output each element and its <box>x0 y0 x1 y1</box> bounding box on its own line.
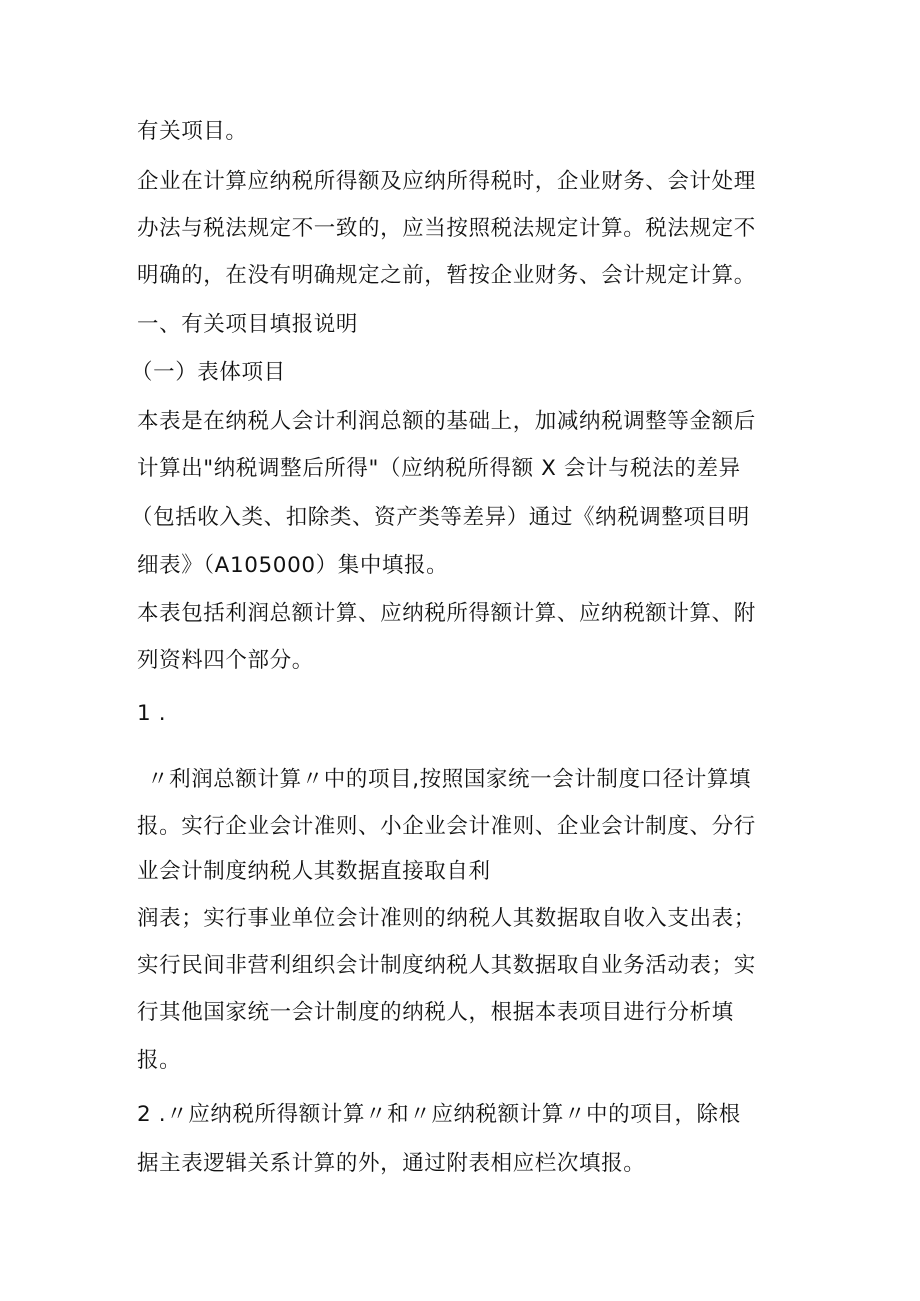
text-line: 2 .〃应纳税所得额计算〃和〃应纳税额计算〃中的项目，除根 <box>137 1102 741 1127</box>
text-line: 列资料四个部分。 <box>137 648 314 673</box>
text-line: 〃利润总额计算〃中的项目,按照国家统一会计制度口径计算填 <box>147 767 752 792</box>
text-line: 明确的，在没有明确规定之前，暂按企业财务、会计规定计算。 <box>137 263 756 288</box>
text-line: 实行民间非营利组织会计制度纳税人其数据取自业务活动表；实 <box>137 953 756 978</box>
list-number: 1 . <box>137 701 167 726</box>
text-line: 润表；实行事业单位会计准则的纳税人其数据取自收入支出表； <box>137 906 756 931</box>
text-line: 报。 <box>137 1048 182 1073</box>
text-line: 本表包括利润总额计算、应纳税所得额计算、应纳税额计算、附 <box>137 601 756 626</box>
text-line: 本表是在纳税人会计利润总额的基础上，加减纳税调整等金额后 <box>137 409 756 434</box>
text-line: 报。实行企业会计准则、小企业会计准则、企业会计制度、分行 <box>137 814 756 839</box>
text-line: 企业在计算应纳税所得额及应纳所得税时，企业财务、会计处理 <box>137 169 756 194</box>
text-line: （包括收入类、扣除类、资产类等差异）通过《纳税调整项目明 <box>131 505 750 530</box>
text-line: 行其他国家统一会计制度的纳税人，根据本表项目进行分析填 <box>137 1000 734 1025</box>
text-line: 业会计制度纳税人其数据直接取自利 <box>137 859 491 884</box>
text-line: 办法与税法规定不一致的，应当按照税法规定计算。税法规定不 <box>137 216 756 241</box>
text-line: 据主表逻辑关系计算的外，通过附表相应栏次填报。 <box>137 1151 646 1176</box>
subsection-heading: （一）表体项目 <box>131 360 286 385</box>
section-heading: 一、有关项目填报说明 <box>137 312 359 337</box>
text-line: 细表》（A105000）集中填报。 <box>137 553 449 578</box>
text-line: 有关项目。 <box>137 119 248 144</box>
text-line: 计算出"纳税调整后所得"（应纳税所得额 X 会计与税法的差异 <box>137 456 741 481</box>
